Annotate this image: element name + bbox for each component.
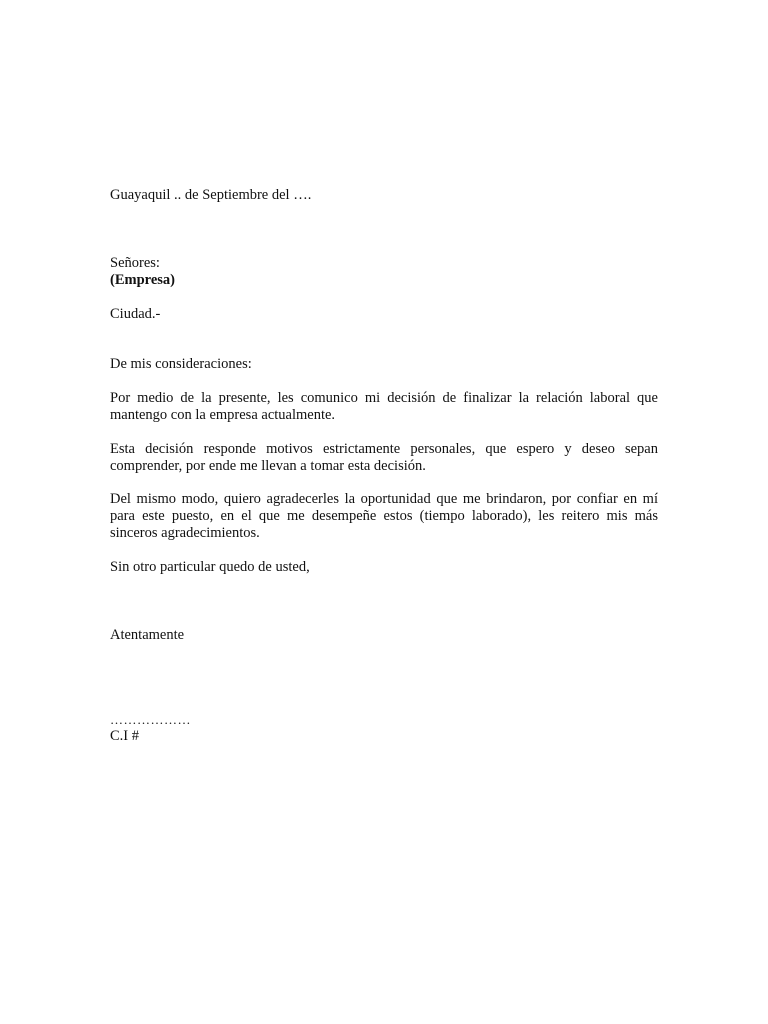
city-line: Ciudad.- <box>110 306 161 322</box>
signature-line: ……………… <box>110 712 191 727</box>
body-paragraph: Por medio de la presente, les comunico mi decisión de finalizar la relación laboral que mantengo con la empresa actualmente. <box>110 390 658 423</box>
id-label: C.I # <box>110 728 139 744</box>
date-line: Guayaquil .. de Septiembre del …. <box>110 187 312 203</box>
greeting: De mis consideraciones: <box>110 356 252 372</box>
body-paragraph: Esta decisión responde motivos estrictamente personales, que espero y deseo sepan comprender, por ende me llevan a tomar esta decisión. <box>110 441 658 474</box>
sign-off: Atentamente <box>110 627 185 643</box>
salutation: Señores: <box>110 255 160 271</box>
closing-line: Sin otro particular quedo de usted, <box>110 559 310 575</box>
body-paragraph: Del mismo modo, quiero agradecerles la oportunidad que me brindaron, por confiar en mí para este puesto, en el que me desempeñe estos (tiempo laborado), les reitero mis más sinceros agradecimientos. <box>110 491 658 541</box>
company-name: (Empresa) <box>110 272 175 288</box>
